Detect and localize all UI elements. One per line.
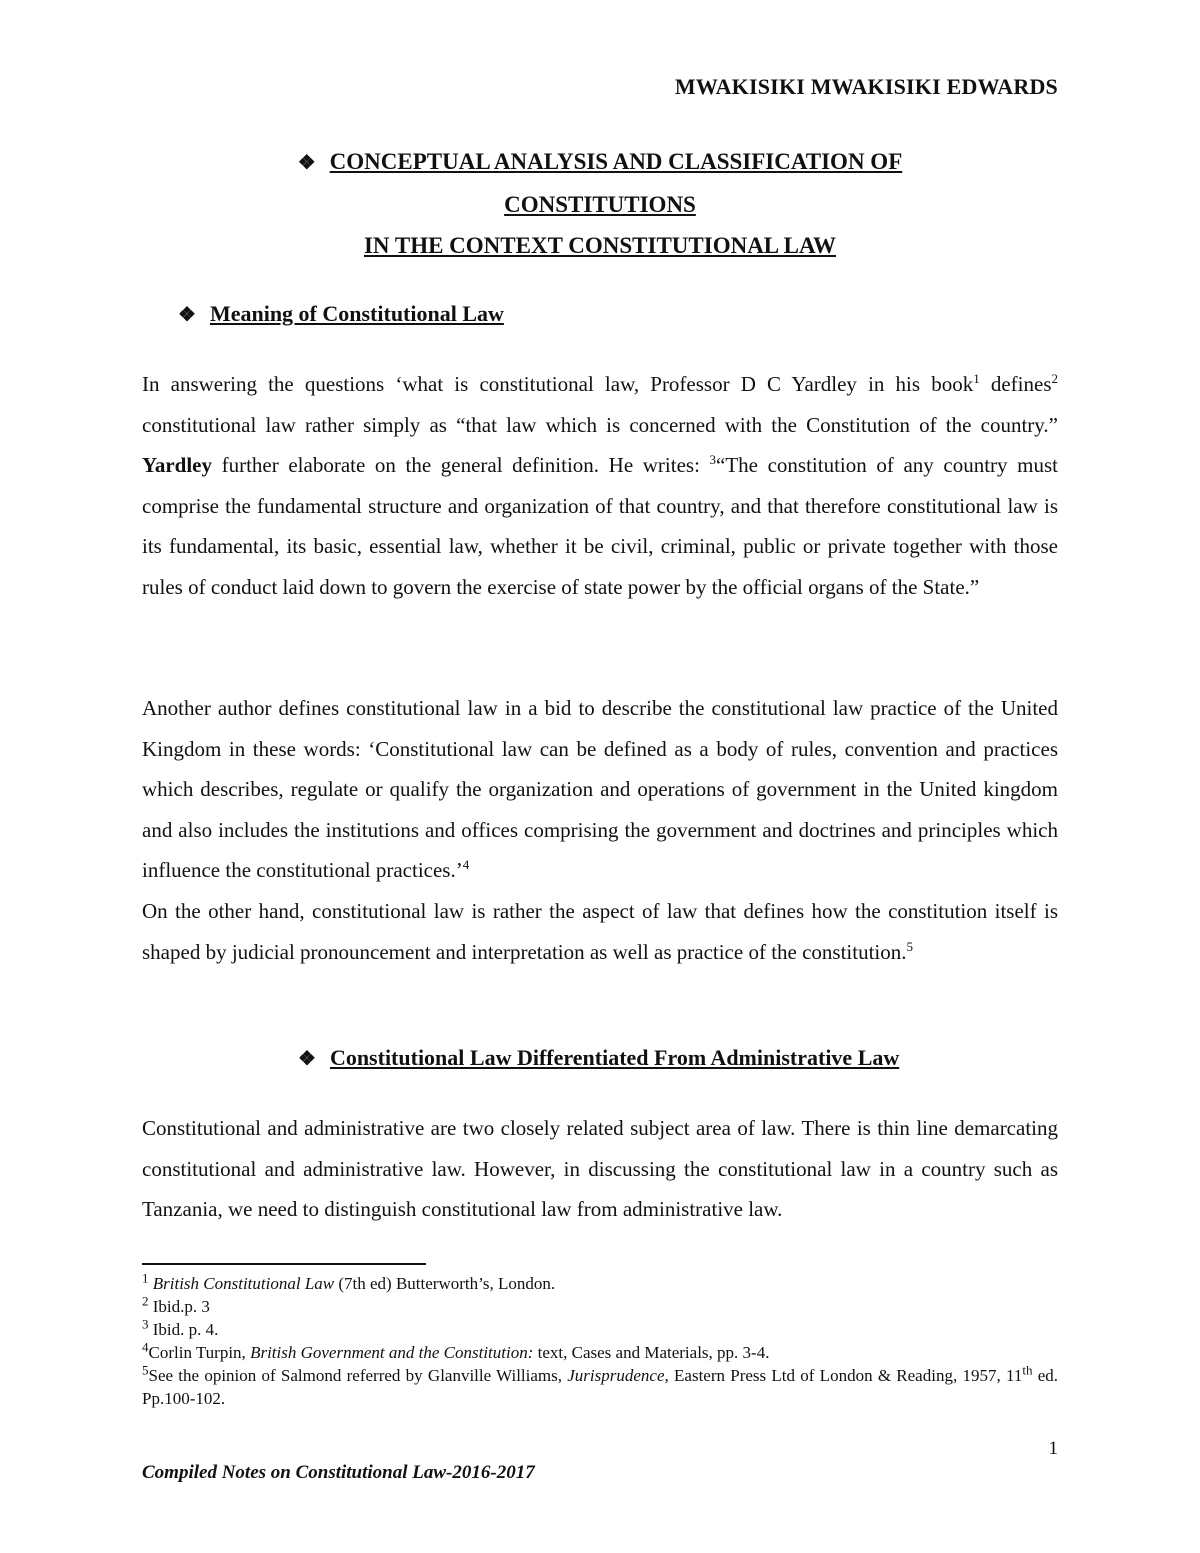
section-heading-administrative: ❖ Constitutional Law Differentiated From Administrative Law xyxy=(298,1045,900,1070)
section-heading-meaning: ❖ Meaning of Constitutional Law xyxy=(178,301,504,326)
footnote-ref-2: 2 xyxy=(1051,371,1058,386)
page-number: 1 xyxy=(1048,1438,1058,1459)
footnote-ref-4: 4 xyxy=(462,857,470,872)
footnote-separator xyxy=(142,1263,426,1265)
diamond-bullet-icon: ❖ xyxy=(297,152,316,174)
footnote-1: $^1$ British Constitutional Law (7th ed) Butterworth’s, London. xyxy=(142,1270,556,1293)
title-line-2: CONSTITUTIONS xyxy=(504,192,696,217)
paragraph-uk-definition: Another author defines constitutional law in a bid to describe the constitutional law practice of the United Kingdom in these words: ‘Constitutional law can be defined as a body of rules, convention and practices which describes, regulate or qualify the organization and operations of government in the United kingdom and also includes the institutions and offices comprising the government and doctrines and principles which influence the constitutional practices.’$^4$ xyxy=(142,696,1058,882)
diamond-bullet-icon: ❖ xyxy=(178,304,196,326)
diamond-bullet-icon: ❖ xyxy=(298,1048,316,1070)
footnote-3: $^3$ Ibid. p. 4. xyxy=(142,1316,219,1339)
title-line-3: IN THE CONTEXT CONSTITUTIONAL LAW xyxy=(363,233,837,258)
footnote-ref-5: 5 xyxy=(906,938,914,954)
footnote-4: $^4$Corlin Turpin, British Government and the Constitution: text, Cases and Materials, pp. 3-4. xyxy=(142,1339,770,1362)
paragraph-constitutional-vs-administrative: Constitutional and administrative are two closely related subject area of law. There is thin line demarcating constitutional and administrative law. However, in discussing the constitutional law in a country such as Tanzania, we need to distinguish constitutional law from administrative law. xyxy=(142,1116,1058,1221)
footnote-ref-1: 1 xyxy=(973,371,980,386)
footnote-2: $^2$ Ibid.p. 3 xyxy=(142,1293,210,1316)
page-footer: Compiled Notes on Constitutional Law-2016-2017 xyxy=(142,1462,535,1483)
document-title xyxy=(142,141,1058,266)
paragraph-judicial-shaping: On the other hand, constitutional law is rather the aspect of law that defines how the constitution itself is shaped by judicial pronouncement and interpretation as well as practice of the constitution.$^5$ xyxy=(142,899,1058,964)
paragraph-yardley-definition: In answering the questions ‘what is constitutional law, Professor D C Yardley in his book$^1$ defines$^2$ constitutional law rather simply as “that law which is concerned with the Constitution of the country.” Yardley further elaborate on the general definition. He writes: $^3$“The constitution of any country must comprise the fundamental structure and organization of that country, and that therefore constitutional law is its fundamental, its basic, essential law, whether it be civil, criminal, public or private together with those rules of conduct laid down to govern the exercise of state power by the official organs of the State.” xyxy=(142,371,1058,599)
footnote-5: $^5$See the opinion of Salmond referred by Glanville Williams, Jurisprudence, Eastern Press Ltd of London & Reading, 1957, 11th ed. Pp.100-102. xyxy=(142,1362,1059,1408)
header-author: MWAKISIKI MWAKISIKI EDWARDS xyxy=(674,74,1058,99)
footnote-ref-3: 3 xyxy=(709,452,717,467)
title-line-1: ❖ CONCEPTUAL ANALYSIS AND CLASSIFICATION OF xyxy=(142,141,1058,184)
footnotes xyxy=(142,1272,1058,1410)
